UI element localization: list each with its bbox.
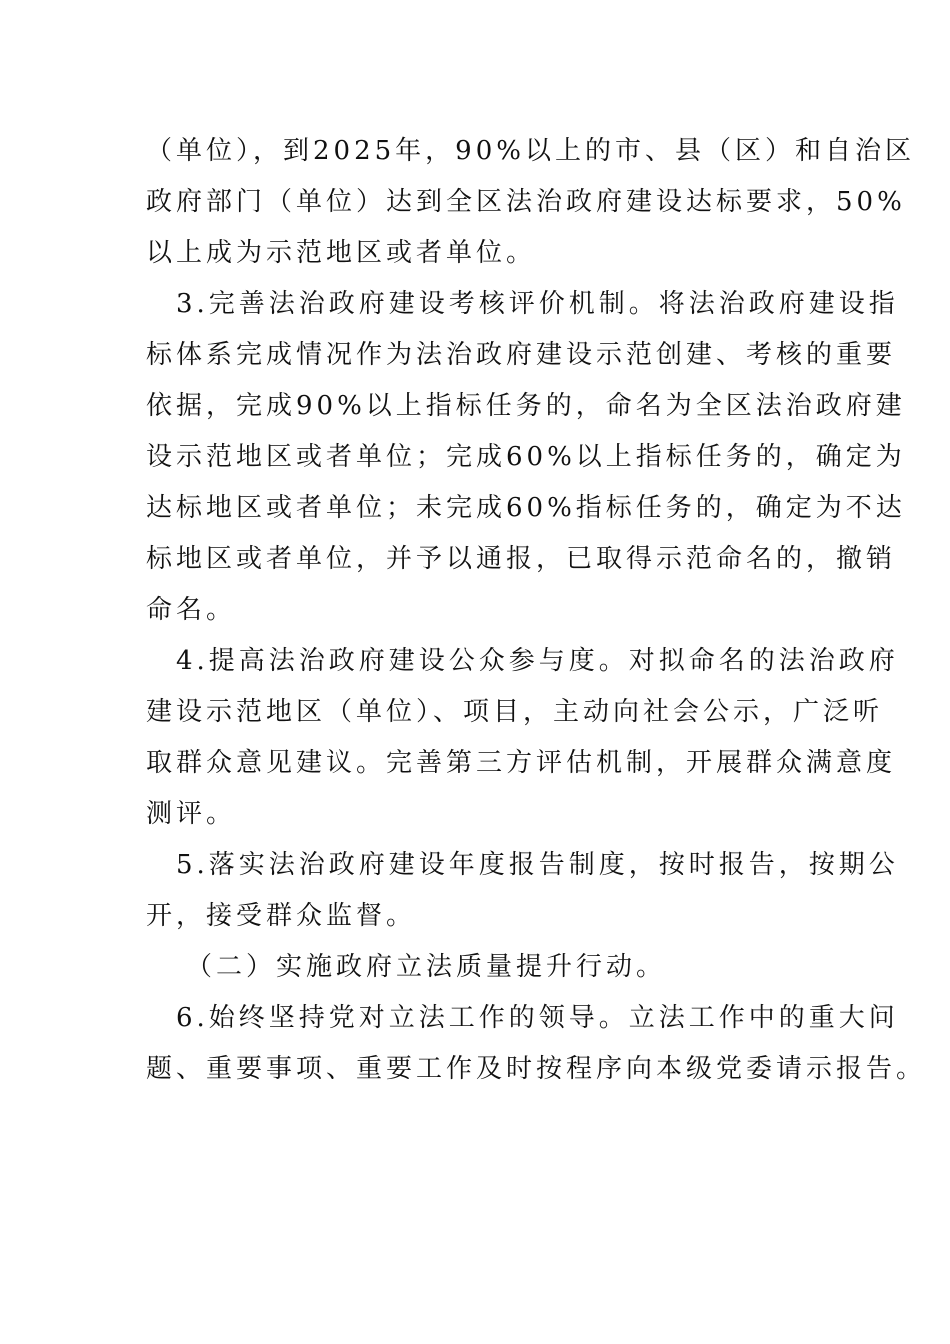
text-line: 6.始终坚持党对立法工作的领导。立法工作中的重大问 <box>176 1003 899 1033</box>
text-line: 达标地区或者单位；未完成60%指标任务的，确定为不达 <box>146 493 906 523</box>
text-line: 标地区或者单位，并予以通报，已取得示范命名的，撤销 <box>146 544 897 574</box>
text-line: 3.完善法治政府建设考核评价机制。将法治政府建设指 <box>176 289 899 319</box>
text-line: 标体系完成情况作为法治政府建设示范创建、考核的重要 <box>146 340 897 370</box>
text-line: 设示范地区或者单位；完成60%以上指标任务的，确定为 <box>146 442 906 472</box>
text-line: （单位），到2025年，90%以上的市、县（区）和自治区 <box>146 136 915 166</box>
text-line: 测评。 <box>146 799 237 829</box>
paragraph-item-3 <box>146 279 906 636</box>
text-line: 题、重要事项、重要工作及时按程序向本级党委请示报告。 <box>146 1054 927 1084</box>
text-line: 以上成为示范地区或者单位。 <box>146 238 537 268</box>
section-heading-2 <box>146 942 806 993</box>
text-line: 开，接受群众监督。 <box>146 901 417 931</box>
text-line: 5.落实法治政府建设年度报告制度，按时报告，按期公 <box>176 850 899 880</box>
text-line: 命名。 <box>146 595 237 625</box>
text-line: 4.提高法治政府建设公众参与度。对拟命名的法治政府 <box>176 646 899 676</box>
text-line: 政府部门（单位）达到全区法治政府建设达标要求，50% <box>146 187 906 217</box>
paragraph-item-6 <box>146 993 927 1095</box>
document-body <box>146 126 927 1095</box>
paragraph-unit-targets <box>146 126 915 279</box>
paragraph-item-5 <box>146 840 899 942</box>
paragraph-item-4 <box>146 636 899 840</box>
section-heading: （二）实施政府立法质量提升行动。 <box>186 952 667 982</box>
text-line: 建设示范地区（单位）、项目，主动向社会公示，广泛听 <box>146 697 884 727</box>
text-line: 依据，完成90%以上指标任务的，命名为全区法治政府建 <box>146 391 906 421</box>
text-line: 取群众意见建议。完善第三方评估机制，开展群众满意度 <box>146 748 897 778</box>
